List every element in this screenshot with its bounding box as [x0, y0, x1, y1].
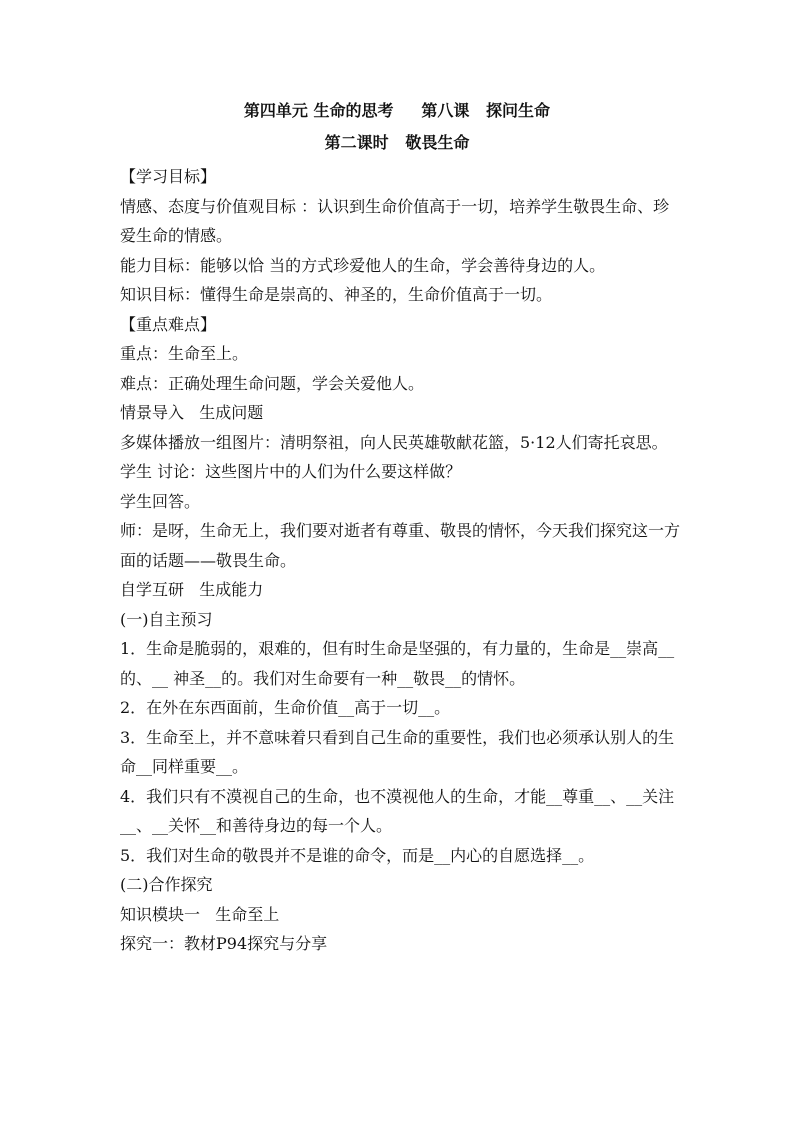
question-4-line2: __、__关怀__和善待身边的每一个人。 — [120, 816, 393, 835]
subsection-preview: (一)自主预习 — [120, 609, 213, 629]
objective-emotion-line1: 情感、态度与价值观目标 ：认识到生命价值高于一切，培养学生敬畏生命、珍 — [120, 196, 670, 216]
section-heading-self-study: 自学互研 生成能力 — [120, 580, 264, 599]
question-5: 5．我们对生命的敬畏并不是谁的命令，而是__内心的自愿选择__。 — [120, 845, 595, 865]
intro-discussion: 学生 讨论：这些图片中的人们为什么要这样做？ — [120, 462, 462, 481]
question-3-line1: 3．生命至上，并不意味着只看到自己生命的重要性，我们也必须承认别人的生 — [120, 727, 675, 747]
question-1-line2: 的、__ 神圣__的。我们对生命要有一种__敬畏__的情怀。 — [120, 668, 526, 688]
teacher-remark-line2: 面的话题——敬畏生命。 — [120, 550, 297, 570]
intro-answer: 学生回答。 — [120, 491, 201, 511]
section-heading-key-points: 【重点难点】 — [120, 314, 217, 334]
intro-multimedia: 多媒体播放一组图片：清明祭祖，向人民英雄敬献花篮，5·12人们寄托哀思。 — [120, 432, 668, 452]
key-point: 重点：生命至上。 — [120, 344, 249, 363]
section-heading-intro: 情景导入 生成问题 — [120, 403, 264, 422]
question-1-line1: 1．生命是脆弱的，艰难的，但有时生命是坚强的，有力量的，生命是__崇高__ — [120, 639, 675, 658]
lesson-title: 第四单元 生命的思考 第八课 探问生命 — [243, 101, 551, 120]
section-heading-objectives: 【学习目标】 — [120, 167, 217, 186]
knowledge-module-1: 知识模块一 生命至上 — [120, 904, 280, 924]
subsection-cooperative: (二)合作探究 — [120, 875, 213, 894]
document-body — [120, 162, 680, 959]
question-4-line1: 4．我们只有不漠视自己的生命，也不漠视他人的生命，才能__尊重__、__关注 — [120, 786, 675, 806]
teacher-remark-line1: 师：是呀，生命无上，我们要对逝者有尊重、敬畏的情怀，今天我们探究这一方 — [120, 521, 681, 540]
question-2: 2．在外在东西面前，生命价值__高于一切__。 — [120, 698, 451, 717]
inquiry-1: 探究一：教材P94探究与分享 — [120, 934, 328, 953]
lesson-subtitle: 第二课时 敬畏生命 — [324, 133, 470, 152]
question-3-line2: 命__同样重要__。 — [120, 757, 249, 776]
objective-emotion-line2: 爱生命的情感。 — [120, 226, 233, 245]
objective-ability: 能力目标：能够以恰 当的方式珍爱他人的生命，学会善待身边的人。 — [120, 255, 606, 275]
difficult-point: 难点：正确处理生命问题，学会关爱他人。 — [120, 373, 425, 393]
objective-knowledge: 知识目标：懂得生命是崇高的、神圣的，生命价值高于一切。 — [120, 285, 553, 304]
